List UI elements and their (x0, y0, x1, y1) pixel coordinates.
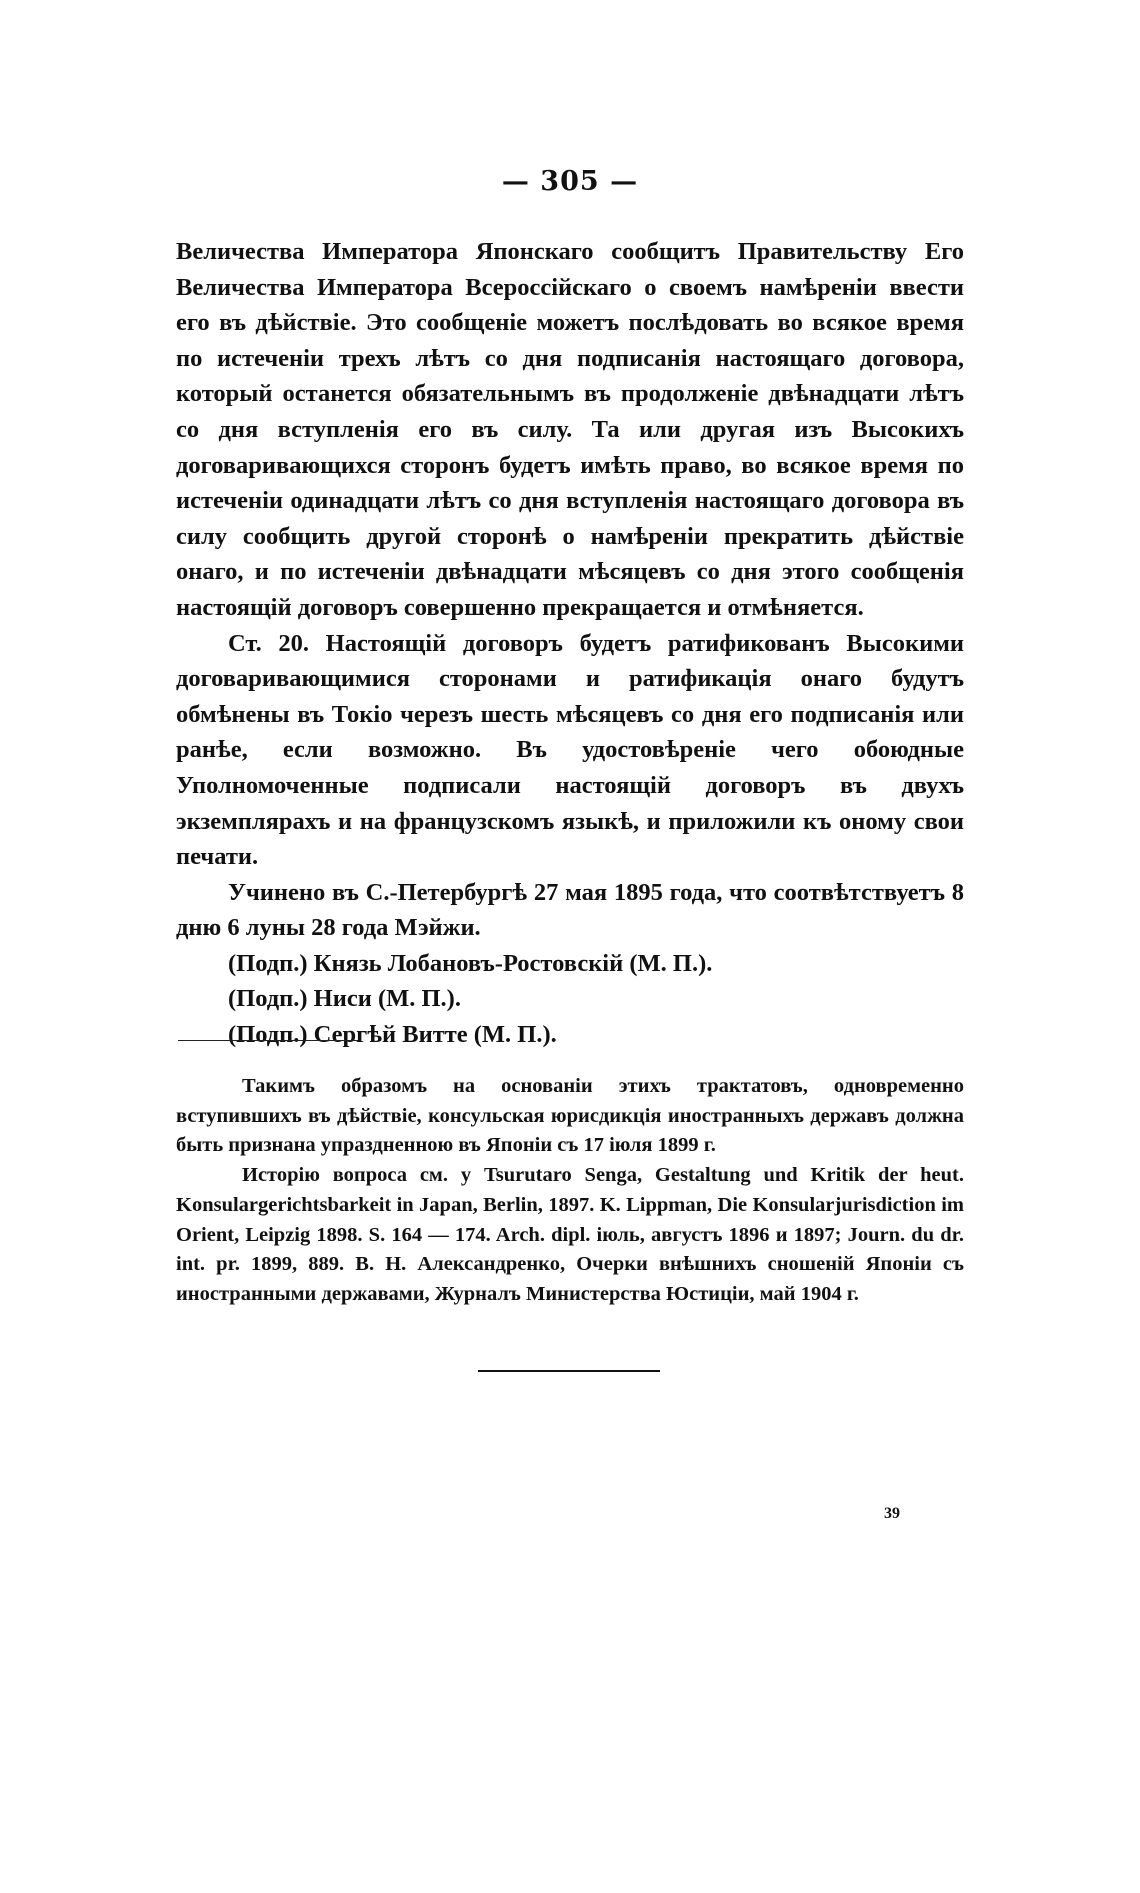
footnote-jurisdiction: Такимъ образомъ на основаніи этихъ трактатовъ, одновременно вступившихъ въ дѣйствіе, консульская юрисдикція иностранныхъ державъ должна быть признана упраздненною въ Японіи съ 17 іюля 1899 г. (176, 1075, 964, 1157)
paragraph-treaty-termination: Величества Императора Японскаго сообщитъ Правительству Его Величества Императора Всероссійскаго о своемъ намѣреніи ввести его въ дѣйствіе. Это сообщеніе можетъ послѣдовать во всякое время по истеченіи трехъ лѣтъ со дня подписанія настоящаго договора, который останется обязательнымъ въ продолженіе двѣнадцати лѣтъ со дня вступленія его въ силу. Та или другая изъ Высокихъ договаривающихся сторонъ будетъ имѣть право, во всякое время по истеченіи одинадцати лѣтъ со дня вступленія настоящаго договора въ силу сообщить другой сторонѣ о намѣреніи прекратить дѣйствіе онаго, и по истеченіи двѣнадцати мѣсяцевъ со дня этого сообщенія настоящій договоръ совершенно прекращается и отмѣняется. (176, 238, 964, 621)
paragraph-article-20: Ст. 20. Настоящій договоръ будетъ ратификованъ Высокими договаривающимися сторонами и ратификація онаго будутъ обмѣнены въ Токіо черезъ шесть мѣсяцевъ со дня его подписанія или ранѣе, если возможно. Въ удостовѣреніе чего обоюдные Уполномоченные подписали настоящій договоръ въ двухъ экземплярахъ и на французскомъ языкѣ, и приложили къ оному свои печати. (176, 629, 964, 871)
footnote-references: Исторію вопроса см. у Tsurutaro Senga, Gestaltung und Kritik der heut. Konsulargerichtsbarkeit in Japan, Berlin, 1897. K. Lippman, Die Konsularjurisdiction im Orient, Leipzig 1898. S. 164 — 174. Arch. dipl. іюль, августъ 1896 и 1897; Journ. du dr. int. pr. 1899, 889. В. Н. Александренко, Очерки внѣшнихъ сношеній Японіи съ иностранными державами, Журналъ Министерства Юстиціи, май 1904 г. (176, 1164, 964, 1305)
signature-nishi: (Подп.) Ниси (М. П.). (228, 985, 461, 1013)
paragraph-dated: Учинено въ С.-Петербургѣ 27 мая 1895 года, что соотвѣтствуетъ 8 дню 6 луны 28 года Мэйжи. (176, 878, 964, 942)
footnote-separator (178, 1040, 358, 1041)
section-end-rule (478, 1370, 660, 1372)
sheet-number: 39 (884, 1505, 900, 1522)
signature-lobanov: (Подп.) Князь Лобановъ-Ростовскій (М. П.). (228, 949, 713, 977)
page-number: — 305 — (501, 166, 639, 197)
main-text (176, 234, 964, 1053)
signature-witte: (Подп.) Сергѣй Витте (М. П.). (228, 1021, 557, 1049)
footnotes (176, 1072, 964, 1310)
